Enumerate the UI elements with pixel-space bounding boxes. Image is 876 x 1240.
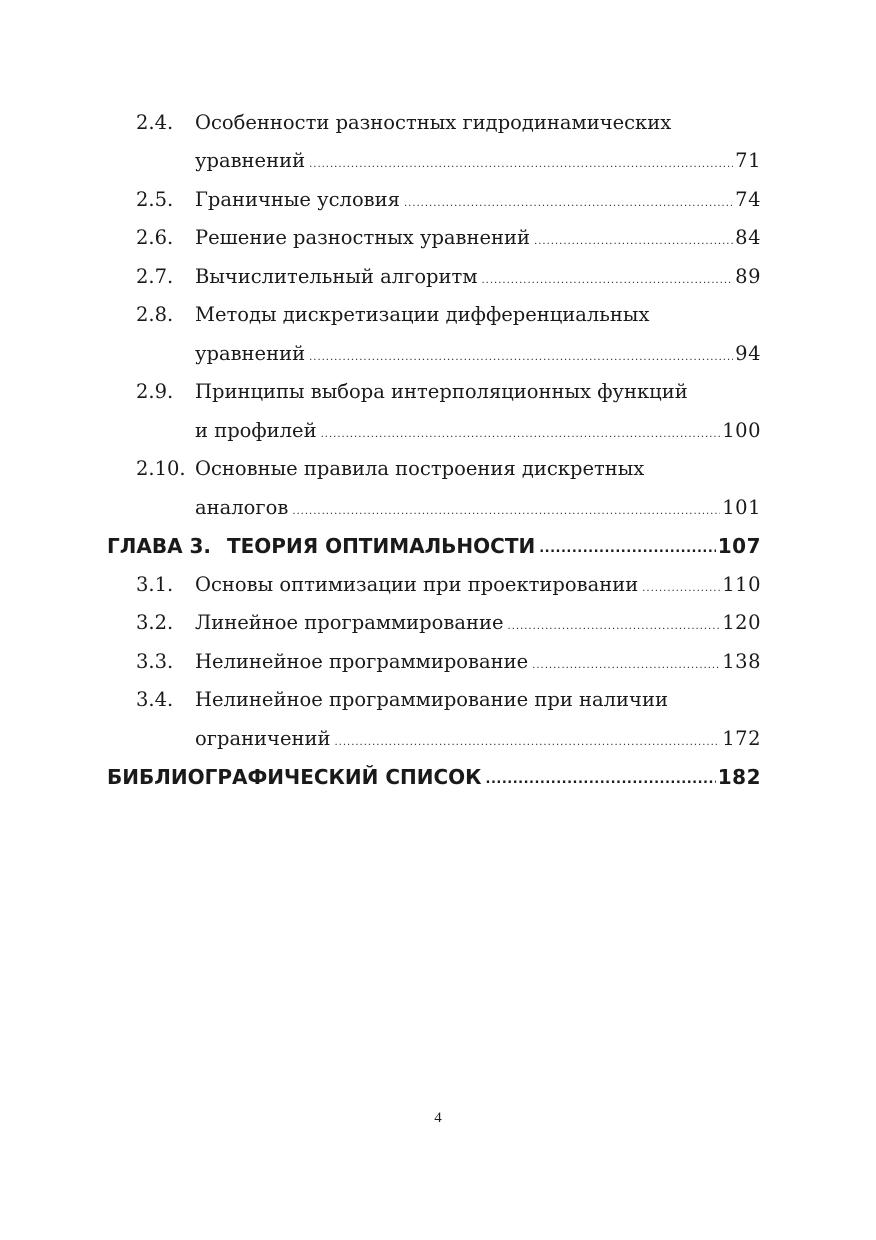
- toc-entry-3-2[interactable]: [107, 604, 761, 643]
- toc-entry-2-7[interactable]: [107, 257, 761, 296]
- entry-title: Нелинейное программирование при наличии: [195, 688, 668, 712]
- table-of-contents: [107, 103, 761, 796]
- toc-entry-2-5[interactable]: [107, 180, 761, 219]
- toc-entry-3-4[interactable]: [107, 681, 761, 720]
- page-number: 4: [434, 1110, 442, 1126]
- entry-page: 110: [722, 572, 761, 596]
- entry-title: Вычислительный алгоритм: [195, 264, 478, 288]
- bibliography-page: 182: [717, 764, 761, 789]
- entry-number: 3.1.: [136, 572, 174, 596]
- entry-title: Основные правила построения дискретных: [195, 457, 645, 481]
- dot-leader: [486, 772, 716, 787]
- entry-title-continued: уравнений: [195, 341, 306, 365]
- toc-bibliography[interactable]: [107, 758, 761, 797]
- entry-title: Нелинейное программирование: [195, 649, 529, 673]
- entry-number: 3.2.: [136, 611, 174, 635]
- entry-number: 2.6.: [136, 226, 174, 250]
- toc-entry-2-4-continued[interactable]: [107, 142, 761, 181]
- dot-leader: [404, 198, 733, 209]
- entry-number: 2.9.: [136, 380, 174, 404]
- chapter-number: ГЛАВА 3.: [107, 533, 212, 558]
- dot-leader: [508, 621, 721, 632]
- entry-page: 94: [735, 341, 761, 365]
- entry-number: 3.3.: [136, 649, 174, 673]
- dot-leader: [534, 236, 733, 247]
- toc-entry-3-1[interactable]: [107, 565, 761, 604]
- dot-leader: [292, 506, 720, 517]
- entry-number: 2.8.: [136, 303, 174, 327]
- toc-entry-2-9[interactable]: [107, 373, 761, 412]
- entry-page: 101: [722, 495, 761, 519]
- toc-entry-2-4[interactable]: [107, 103, 761, 142]
- toc-entry-2-8-continued[interactable]: [107, 334, 761, 373]
- entry-page: 71: [735, 149, 761, 173]
- entry-number: 3.4.: [136, 688, 174, 712]
- entry-page: 138: [722, 649, 761, 673]
- entry-page: 89: [735, 264, 761, 288]
- entry-title: Граничные условия: [195, 187, 400, 211]
- entry-title-continued: и профилей: [195, 418, 317, 442]
- dot-leader: [482, 275, 734, 286]
- entry-title: Решение разностных уравнений: [195, 226, 531, 250]
- toc-entry-2-6[interactable]: [107, 219, 761, 258]
- entry-title-continued: ограничений: [195, 726, 331, 750]
- entry-page: 84: [735, 226, 761, 250]
- dot-leader: [309, 352, 733, 363]
- dot-leader: [321, 429, 721, 440]
- toc-entry-3-3[interactable]: [107, 642, 761, 681]
- entry-number: 2.4.: [136, 110, 174, 134]
- toc-chapter-3[interactable]: [107, 527, 761, 566]
- dot-leader: [334, 737, 720, 748]
- entry-number: 2.7.: [136, 264, 174, 288]
- dot-leader: [309, 159, 733, 170]
- entry-title: Линейное программирование: [195, 611, 504, 635]
- toc-entry-2-9-continued[interactable]: [107, 411, 761, 450]
- entry-title-continued: уравнений: [195, 149, 306, 173]
- dot-leader: [642, 583, 720, 594]
- dot-leader: [539, 541, 716, 556]
- entry-page: 120: [722, 611, 761, 635]
- dot-leader: [532, 660, 720, 671]
- entry-title: Методы дискретизации дифференциальных: [195, 303, 650, 327]
- chapter-page: 107: [717, 533, 761, 558]
- entry-title: Особенности разностных гидродинамических: [195, 110, 672, 134]
- entry-number: 2.10.: [136, 457, 186, 481]
- chapter-title: ТЕОРИЯ ОПТИМАЛЬНОСТИ: [227, 533, 536, 558]
- entry-number: 2.5.: [136, 187, 174, 211]
- toc-entry-2-10-continued[interactable]: [107, 488, 761, 527]
- entry-title: Основы оптимизации при проектировании: [195, 572, 639, 596]
- toc-entry-2-10[interactable]: [107, 450, 761, 489]
- entry-page: 172: [722, 726, 761, 750]
- toc-entry-3-4-continued[interactable]: [107, 719, 761, 758]
- entry-title: Принципы выбора интерполяционных функций: [195, 380, 688, 404]
- entry-title-continued: аналогов: [195, 495, 289, 519]
- toc-entry-2-8[interactable]: [107, 296, 761, 335]
- bibliography-title: БИБЛИОГРАФИЧЕСКИЙ СПИСОК: [107, 764, 482, 789]
- entry-page: 100: [722, 418, 761, 442]
- entry-page: 74: [735, 187, 761, 211]
